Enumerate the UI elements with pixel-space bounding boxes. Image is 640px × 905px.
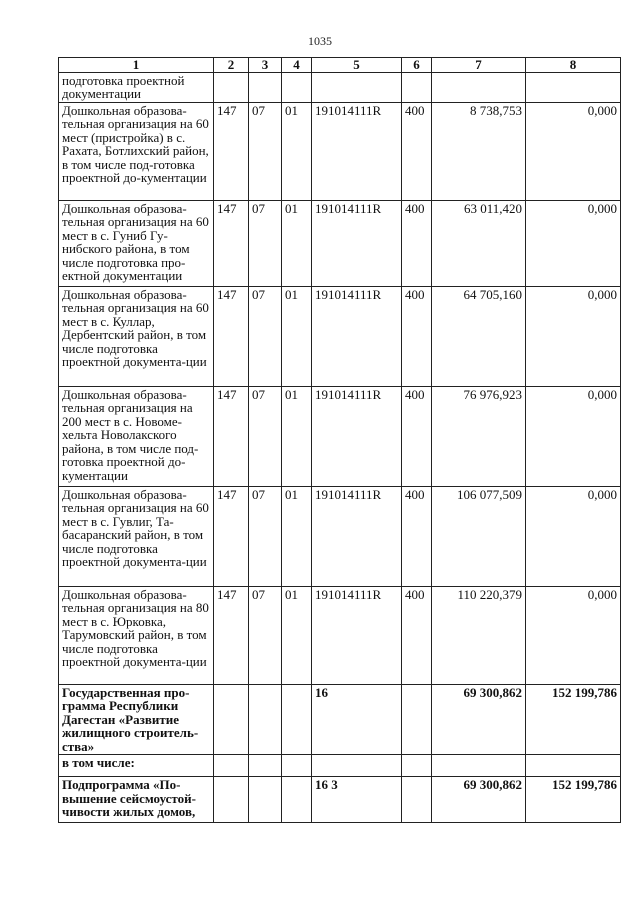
row-c4: 01	[282, 486, 312, 586]
page-number: 1035	[308, 34, 332, 48]
table-row	[59, 72, 621, 102]
row-c6	[402, 755, 432, 777]
row-c6: 400	[402, 102, 432, 200]
row-c5: 191014111R	[312, 286, 402, 386]
header-col-4: 4	[282, 58, 312, 73]
table-row	[59, 486, 621, 586]
header-col-2: 2	[214, 58, 249, 73]
row-c6: 400	[402, 486, 432, 586]
row-c7: 63 011,420	[432, 200, 526, 286]
row-c7: 69 300,862	[432, 777, 526, 823]
row-c8: 0,000	[526, 286, 621, 386]
row-c7: 110 220,379	[432, 586, 526, 684]
row-c8: 0,000	[526, 200, 621, 286]
row-c6	[402, 684, 432, 755]
row-c5	[312, 755, 402, 777]
row-c3: 07	[249, 286, 282, 386]
row-c4	[282, 755, 312, 777]
table-row	[59, 386, 621, 486]
row-c5: 191014111R	[312, 386, 402, 486]
table-row	[59, 684, 621, 755]
row-name: в том числе:	[59, 755, 214, 777]
row-c3	[249, 755, 282, 777]
row-c3: 07	[249, 586, 282, 684]
row-c8: 0,000	[526, 586, 621, 684]
row-c2: 147	[214, 386, 249, 486]
row-name: Дошкольная образова-тельная организация на 60 мест в с. Гуниб Гу-нибского района, в том числе подготовка про-ектной документации	[59, 200, 214, 286]
row-c8: 152 199,786	[526, 684, 621, 755]
row-c4: 01	[282, 200, 312, 286]
row-name: Дошкольная образова-тельная организация на 60 мест в с. Куллар, Дербентский район, в том числе подготовка проектной документа-ции	[59, 286, 214, 386]
row-c4	[282, 684, 312, 755]
row-c2: 147	[214, 486, 249, 586]
table-row	[59, 777, 621, 823]
row-c8	[526, 755, 621, 777]
row-c7	[432, 72, 526, 102]
row-c5: 16 3	[312, 777, 402, 823]
row-c3: 07	[249, 486, 282, 586]
table-row	[59, 286, 621, 386]
row-c8: 152 199,786	[526, 777, 621, 823]
row-c2	[214, 72, 249, 102]
row-name: Дошкольная образова-тельная организация на 80 мест в с. Юрковка, Тарумовский район, в том числе подготовка проектной документа-ции	[59, 586, 214, 684]
row-c7: 69 300,862	[432, 684, 526, 755]
row-c8	[526, 72, 621, 102]
row-c6: 400	[402, 386, 432, 486]
row-c8: 0,000	[526, 386, 621, 486]
budget-table	[58, 57, 621, 823]
row-c2	[214, 684, 249, 755]
row-c7	[432, 755, 526, 777]
row-c3	[249, 72, 282, 102]
row-c8: 0,000	[526, 102, 621, 200]
row-c4	[282, 777, 312, 823]
row-c3: 07	[249, 102, 282, 200]
header-col-1: 1	[59, 58, 214, 73]
row-c3: 07	[249, 200, 282, 286]
row-c8: 0,000	[526, 486, 621, 586]
row-c7: 8 738,753	[432, 102, 526, 200]
row-c5: 16	[312, 684, 402, 755]
row-name: Подпрограмма «По-вышение сейсмоустой-чивости жилых домов,	[59, 777, 214, 823]
row-c6	[402, 72, 432, 102]
row-c5	[312, 72, 402, 102]
table-row	[59, 755, 621, 777]
row-c3	[249, 684, 282, 755]
row-c4: 01	[282, 586, 312, 684]
row-c3: 07	[249, 386, 282, 486]
header-col-5: 5	[312, 58, 402, 73]
row-c4: 01	[282, 102, 312, 200]
header-col-7: 7	[432, 58, 526, 73]
header-col-3: 3	[249, 58, 282, 73]
row-c6: 400	[402, 200, 432, 286]
row-name: Дошкольная образова-тельная организация на 60 мест в с. Гувлиг, Та-басаранский район, в том числе подготовка проектной документа-ции	[59, 486, 214, 586]
row-c7: 64 705,160	[432, 286, 526, 386]
row-c2: 147	[214, 586, 249, 684]
row-c4	[282, 72, 312, 102]
row-name: Дошкольная образова-тельная организация на 60 мест (пристройка) в с. Рахата, Ботлихский район, в том числе под-готовка проектной до-кументации	[59, 102, 214, 200]
header-col-8: 8	[526, 58, 621, 73]
row-c6: 400	[402, 286, 432, 386]
row-c6	[402, 777, 432, 823]
row-name: подготовка проектной документации	[59, 72, 214, 102]
table-header-row	[59, 58, 621, 73]
row-c5: 191014111R	[312, 586, 402, 684]
row-c2	[214, 755, 249, 777]
row-c3	[249, 777, 282, 823]
table-row	[59, 102, 621, 200]
row-c4: 01	[282, 286, 312, 386]
row-c4: 01	[282, 386, 312, 486]
row-c7: 106 077,509	[432, 486, 526, 586]
header-col-6: 6	[402, 58, 432, 73]
row-c5: 191014111R	[312, 486, 402, 586]
row-c2: 147	[214, 200, 249, 286]
row-c5: 191014111R	[312, 200, 402, 286]
row-c2: 147	[214, 286, 249, 386]
row-c6: 400	[402, 586, 432, 684]
row-c5: 191014111R	[312, 102, 402, 200]
row-name: Дошкольная образова-тельная организация на 200 мест в с. Новоме-хельта Новолакского района, в том числе под-готовка проектной до-кументации	[59, 386, 214, 486]
table-row	[59, 200, 621, 286]
table-row	[59, 586, 621, 684]
row-name: Государственная про-грамма Республики Дагестан «Развитие жилищного строитель-ства»	[59, 684, 214, 755]
row-c2: 147	[214, 102, 249, 200]
row-c7: 76 976,923	[432, 386, 526, 486]
row-c2	[214, 777, 249, 823]
